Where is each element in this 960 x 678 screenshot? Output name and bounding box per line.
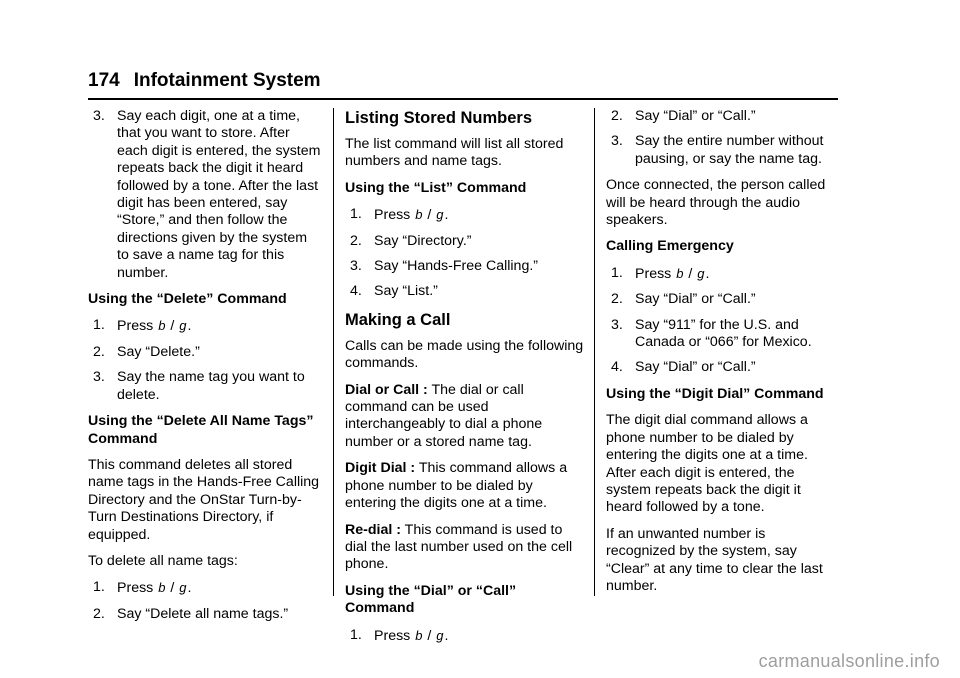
call-icon: b — [415, 627, 423, 643]
term: Digit Dial : — [345, 460, 416, 477]
list-item: 1. Press b / g. — [350, 626, 449, 644]
voice-icon: g — [697, 265, 705, 281]
term: Re-dial : — [345, 521, 401, 538]
list-item: 4. Say “List.” — [350, 283, 438, 300]
paragraph: Calls can be made using the following commands. — [345, 337, 584, 372]
dial-call-steps-cont — [606, 108, 838, 168]
delete-all-heading: Using the “Delete All Name Tags” Command — [88, 413, 314, 447]
list-item: 2. Say “Dial” or “Call.” — [611, 108, 756, 124]
list-item: 3. Say each digit, one at a time, that you want to store. After each digit is entered, the system repeats back the digit it heard followed by a tone. After the last digit has been entered, say “Store,” and then follow the directions given by the system to save a name tag for this number. — [93, 108, 321, 281]
paragraph: The list command will list all stored numbers and name tags. — [345, 136, 564, 170]
page-title: Infotainment System — [133, 70, 321, 91]
call-icon: b — [158, 580, 166, 596]
list-item: 3. Say the name tag you want to delete. — [93, 369, 305, 403]
list-item: 2. Say “Delete.” — [93, 343, 200, 360]
column-3 — [606, 108, 838, 604]
term: Dial or Call : — [345, 381, 428, 398]
emergency-heading: Calling Emergency — [606, 238, 734, 255]
page-number: 174 — [88, 70, 120, 91]
list-item: 2. Say “Dial” or “Call.” — [611, 291, 756, 308]
digit-dial-heading: Using the “Digit Dial” Command — [606, 385, 824, 402]
voice-icon: g — [436, 627, 444, 643]
section-title: Making a Call — [345, 310, 451, 329]
delete-steps — [88, 317, 322, 404]
delete-heading: Using the “Delete” Command — [88, 291, 287, 308]
page-header — [88, 70, 321, 92]
list-item: 2. Say “Directory.” — [350, 232, 472, 249]
watermark: carmanualsonline.info — [758, 651, 940, 671]
paragraph: Once connected, the person called will be heard through the audio speakers. — [606, 177, 826, 229]
call-icon: b — [158, 318, 166, 334]
dial-call-steps — [345, 627, 585, 645]
column-2 — [345, 108, 585, 654]
section-title: Listing Stored Numbers — [345, 109, 533, 127]
voice-icon: g — [436, 207, 444, 223]
list-item: 2. Say “Delete all name tags.” — [93, 605, 289, 622]
voice-icon: g — [179, 580, 187, 596]
paragraph: Dial or Call : The dial or call command can be used interchangeably to dial a phone number or a stored name tag. — [345, 381, 543, 450]
column-divider-1 — [333, 108, 334, 596]
list-item: 1. Press b / g. — [93, 579, 192, 597]
list-item: 3. Say “911” for the U.S. and Canada or “066” for Mexico. — [611, 316, 812, 351]
column-1 — [88, 108, 322, 632]
paragraph: To delete all name tags: — [88, 552, 238, 569]
paragraph: Digit Dial : This command allows a phone number to be dialed by entering the digits one at a time. — [345, 460, 568, 512]
list-item: 4. Say “Dial” or “Call.” — [611, 359, 756, 376]
call-icon: b — [676, 265, 684, 281]
voice-icon: g — [179, 318, 187, 334]
column-divider-2 — [594, 108, 595, 596]
paragraph: This command deletes all stored name tags in the Hands-Free Calling Directory and the OnStar Turn-by-Turn Destinations Directory, if equipped. — [88, 456, 320, 543]
store-steps — [88, 108, 322, 282]
list-steps — [345, 206, 585, 301]
list-item: 1. Press b / g. — [611, 264, 710, 282]
header-rule — [88, 98, 838, 100]
dial-call-heading: Using the “Dial” or “Call” Command — [345, 582, 517, 617]
list-heading: Using the “List” Command — [345, 179, 527, 196]
list-item: 1. Press b / g. — [93, 317, 192, 335]
list-item: 3. Say the entire number without pausing, or say the name tag. — [611, 133, 824, 167]
paragraph: If an unwanted number is recognized by the system, say “Clear” at any time to clear the last number. — [606, 525, 823, 594]
delete-all-steps — [88, 579, 322, 623]
paragraph: Re-dial : This command is used to dial the last number used on the cell phone. — [345, 521, 573, 573]
call-icon: b — [415, 207, 423, 223]
emergency-steps — [606, 265, 838, 377]
paragraph: The digit dial command allows a phone number to be dialed by entering the digits one at a time. After each digit is entered, the system repeats back the digit it heard followed by a tone. — [606, 412, 808, 516]
list-item: 3. Say “Hands-Free Calling.” — [350, 258, 539, 275]
list-item: 1. Press b / g. — [350, 206, 449, 224]
